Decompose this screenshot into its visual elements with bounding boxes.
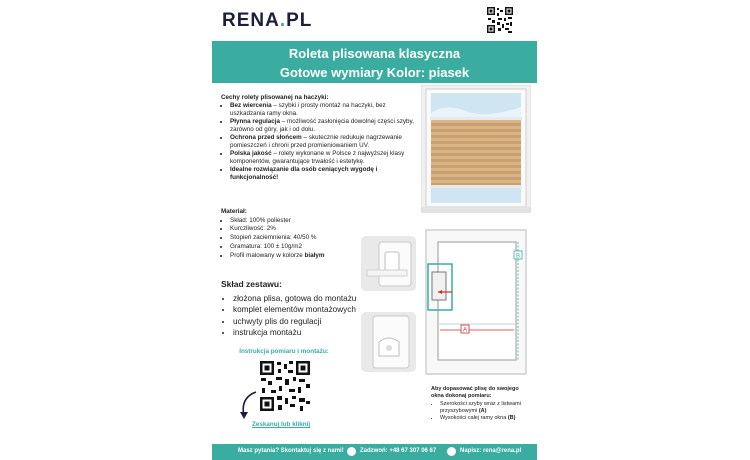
label-b: B (515, 253, 521, 260)
product-subtitle: Gotowe wymiary Kolor: piasek (279, 65, 470, 80)
product-title: Roleta plisowana klasyczna (288, 46, 461, 61)
kit-item: • złożona plisa, gotowa do montażu (233, 293, 361, 305)
kit-heading: Skład zestawu: (221, 279, 282, 289)
material-item: • Stopień zaciemnienia: 40/50 % (230, 234, 361, 243)
feature-item: • Bez wiercenia – szybki i prosty montaż na haczyki, bez uszkadzania ramy okna. (230, 102, 421, 118)
features-section (221, 94, 421, 182)
material-item: • Kurczliwość: 2% (230, 225, 361, 234)
feature-item: • Ochrona przed słońcem – skutecznie redukuje nagrzewanie pomieszczeń i chroni przed promieniowaniem UV. (230, 134, 421, 150)
feature-item: • Polska jakość – rolety wykonane w Polsce z najwyższej klasy komponentów, gwarantujące trwałość i estetykę. (230, 150, 421, 166)
phone-icon (347, 447, 356, 456)
hook-detail-image (361, 236, 416, 291)
blind-product-image (421, 85, 531, 213)
phone-contact[interactable]: Zadzwoń: +48 67 307 06 67 (360, 448, 437, 454)
measure-section (431, 386, 531, 422)
feature-item: • Idealne rozwiązanie dla osób ceniących wygodę i funkcjonalność! (230, 166, 421, 182)
contact-question: Masz pytania? Skontaktuj się z nami! (238, 448, 344, 454)
material-item: • Skład: 100% poliester (230, 217, 361, 226)
measure-item: • Szerokości szyby wraz z listwami przyszybowymi (A) (440, 401, 531, 416)
title-banner (212, 41, 537, 83)
mail-icon (447, 447, 456, 456)
curved-arrow-icon (238, 390, 260, 420)
scan-or-click-link[interactable]: Zeskanuj lub kliknij (252, 421, 311, 428)
instruction-title: Instrukcja pomiaru i montażu: (239, 348, 329, 355)
contact-footer (212, 444, 537, 460)
measure-item: • Wysokości całej ramy okna (B) (440, 415, 531, 422)
material-heading: Materiał: (221, 208, 247, 215)
instruction-qr-code-icon[interactable] (259, 360, 311, 412)
material-item: • Gramatura: 100 ± 10g/m2 (230, 243, 361, 252)
measure-heading: Aby dopasować plisę do swojego okna dokonaj pomiaru: (431, 386, 519, 400)
features-heading: Cechy rolety plisowanej na haczyki: (221, 94, 329, 101)
kit-item: • uchwyty plis do regulacji (233, 316, 361, 328)
kit-item: • instrukcja montażu (233, 327, 361, 339)
kit-section (221, 279, 361, 339)
qr-code-icon[interactable] (486, 6, 514, 34)
measurement-diagram (422, 228, 534, 376)
material-section (221, 208, 361, 260)
material-item: • Profil malowany w kolorze białym (230, 252, 361, 261)
handle-detail-image (361, 312, 416, 372)
kit-item: • komplet elementów montażowych (233, 304, 361, 316)
feature-item: • Płynna regulacja – możliwość zasłonięcia dowolnej części szyby, zarówno od góry, jak i od dołu. (230, 118, 421, 134)
brand-logo[interactable]: RENA.PL (222, 10, 313, 31)
email-contact[interactable]: Napisz: rena@rena.pl (460, 448, 522, 454)
label-a: A (462, 327, 468, 334)
